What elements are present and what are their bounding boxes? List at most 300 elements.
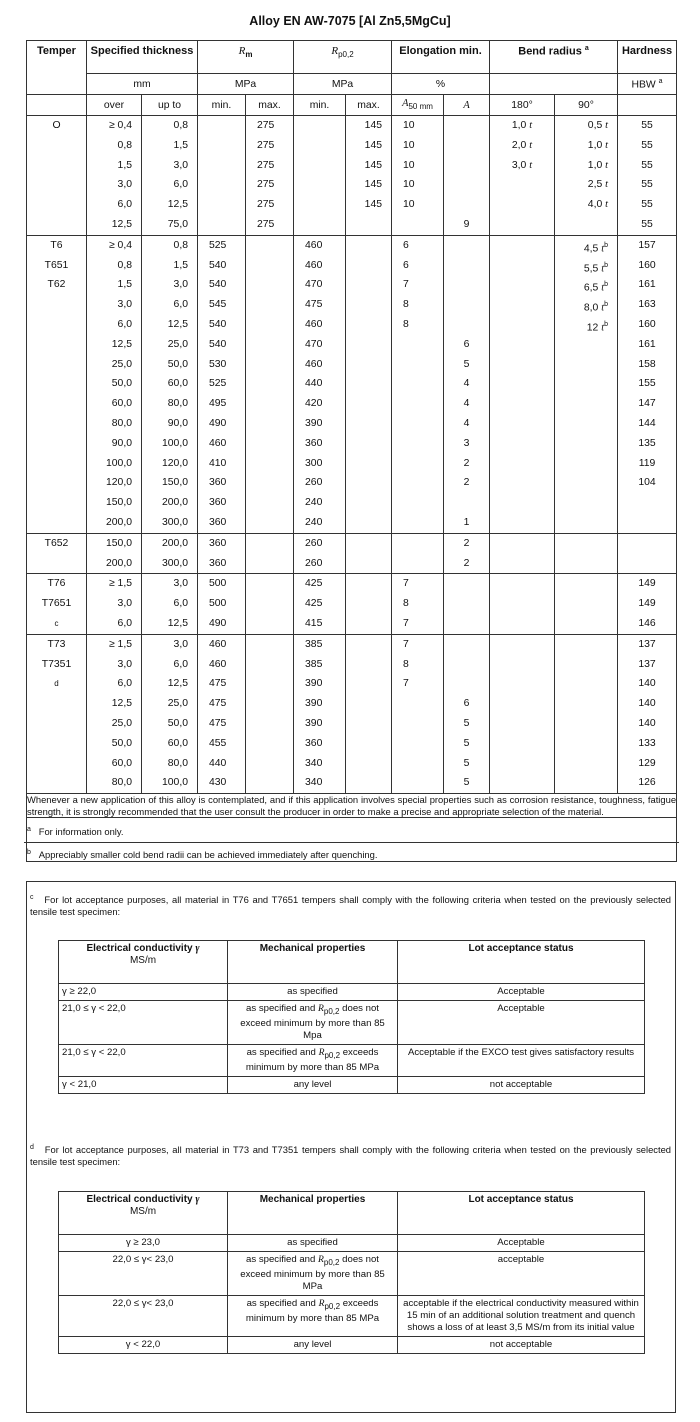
header-rp: $R_{p0,2}$	[294, 41, 392, 74]
cell-value	[490, 655, 554, 675]
temper-group	[27, 235, 677, 533]
subhead-rm-min: min.	[198, 95, 246, 116]
cell-value: 545	[209, 299, 227, 311]
acc-row	[59, 1336, 645, 1353]
cell-value	[246, 256, 293, 276]
col-over	[87, 533, 142, 574]
col-rp_min	[294, 533, 346, 574]
cell-value: ≥ 0,4	[108, 239, 132, 251]
cell-value: 133	[638, 737, 656, 749]
temper-label: T76	[47, 578, 66, 590]
cell-value: 55	[641, 199, 653, 211]
col-rp_min	[294, 574, 346, 634]
cell-value	[490, 734, 554, 754]
cell-value: 360	[209, 477, 227, 489]
cell-value	[444, 614, 489, 634]
cell-value: 145	[364, 179, 383, 191]
cell-value	[392, 215, 443, 235]
cell-value: 158	[638, 358, 656, 370]
col-rm_min	[198, 235, 246, 533]
cell-value: 240	[305, 497, 323, 509]
cell-value: 6,0	[173, 299, 188, 311]
cell-value: 4	[463, 417, 470, 429]
cell-value	[490, 315, 554, 335]
cell-value: 7	[403, 279, 409, 291]
cell-value: 3,0	[173, 279, 188, 291]
cell-value: 360	[209, 516, 227, 528]
acc-header-mechanical: Mechanical properties	[228, 1192, 398, 1235]
cell-value	[294, 156, 345, 176]
cell-value: 460	[305, 318, 323, 330]
cell-value: 1,5	[117, 159, 132, 171]
col-rm_min	[198, 634, 246, 793]
cell-value	[392, 394, 443, 414]
cell-value: 475	[305, 299, 323, 311]
cell-value: ≥ 1,5	[108, 578, 132, 590]
cell-value: 475	[209, 717, 227, 729]
subhead-temper-blank	[27, 95, 87, 116]
cell-value: 12,5	[167, 617, 188, 629]
cell-value	[490, 195, 554, 215]
cell-value: 6,0	[173, 658, 188, 670]
cell-value: 126	[638, 777, 656, 789]
cell-value: 2	[463, 557, 470, 569]
footnote-mark: b	[604, 261, 609, 269]
subhead-upto: up to	[142, 95, 198, 116]
col-rm_max	[246, 235, 294, 533]
cell-value	[346, 315, 391, 335]
cell-value	[346, 414, 391, 434]
cell-value	[490, 136, 554, 156]
cell-value: 7	[403, 578, 409, 590]
cell-value: 120,0	[105, 477, 132, 489]
temper-label: T7351	[41, 658, 72, 670]
col-b90	[555, 116, 618, 236]
cell-value: 360	[209, 557, 227, 569]
cell-value: 12,5	[167, 199, 188, 211]
cell-value	[392, 493, 443, 513]
cell-value: 146	[638, 617, 656, 629]
cell-value: 3,0	[173, 638, 188, 650]
cell-value	[246, 655, 293, 675]
cell-value	[346, 754, 391, 774]
cell-value: 144	[638, 417, 656, 429]
cell-value	[392, 773, 443, 793]
cell-value: 475	[209, 678, 227, 690]
cell-value	[294, 175, 345, 195]
col-rp_max	[346, 533, 392, 574]
cell-value	[444, 275, 489, 295]
footnote-mark: b	[604, 301, 609, 309]
cell-value: 275	[257, 179, 275, 191]
bend-value: 1,0 t	[587, 139, 609, 151]
col-b180	[490, 116, 555, 236]
cell-value: 6,0	[173, 598, 188, 610]
col-b90	[555, 634, 618, 793]
cell-value	[346, 655, 391, 675]
cell-value	[444, 493, 489, 513]
header-hardness: Hardness	[618, 41, 677, 74]
cell-value	[346, 594, 391, 614]
acc-lot-status: Acceptable	[398, 1001, 645, 1045]
cell-value	[392, 335, 443, 355]
cell-value	[444, 594, 489, 614]
bend-value: 2,5 t	[587, 179, 609, 191]
cell-value	[490, 554, 554, 574]
cell-value: 50,0	[167, 358, 188, 370]
temper-label: T6	[50, 239, 63, 251]
footnote-mark: b	[604, 241, 609, 249]
temper-label: c	[54, 618, 59, 628]
unit-hbw: HBW $^a$	[618, 74, 677, 95]
header-temper: Temper	[27, 41, 87, 95]
cell-value	[392, 454, 443, 474]
cell-value	[246, 574, 293, 594]
col-over	[87, 574, 142, 634]
cell-value	[346, 394, 391, 414]
cell-value: 147	[638, 398, 656, 410]
subhead-over: over	[87, 95, 142, 116]
cell-value: 440	[305, 378, 323, 390]
header-rm: $R_m$	[198, 41, 294, 74]
subhead-rp-min: min.	[294, 95, 346, 116]
acc-lot-status: Acceptable if the EXCO test gives satisfactory results	[398, 1044, 645, 1076]
subhead-a: A	[444, 95, 490, 116]
col-over	[87, 116, 142, 236]
cell-value: 300,0	[161, 516, 188, 528]
cell-value: 390	[305, 678, 323, 690]
cell-value: 3,0	[117, 299, 132, 311]
cell-value: 525	[209, 239, 227, 251]
cell-value	[246, 374, 293, 394]
subhead-hbw-blank	[618, 95, 677, 116]
acc-lot-status: Acceptable	[398, 984, 645, 1001]
cell-value: 60,0	[111, 757, 132, 769]
cell-value: 5	[463, 717, 470, 729]
cell-value: 137	[638, 638, 656, 650]
acc-lot-status: not acceptable	[398, 1336, 645, 1353]
cell-value	[490, 156, 554, 176]
cell-value	[246, 355, 293, 375]
cell-value: 60,0	[167, 378, 188, 390]
cell-value: 6,0	[117, 199, 132, 211]
col-rm_min	[198, 533, 246, 574]
cell-value: 0,8	[173, 239, 188, 251]
temper-cell	[27, 235, 87, 533]
cell-value: 360	[209, 537, 227, 549]
cell-value: 104	[638, 477, 656, 489]
col-rm_min	[198, 116, 246, 236]
cell-value	[555, 454, 617, 474]
cell-value	[294, 215, 345, 235]
cell-value: 530	[209, 358, 227, 370]
cell-value: 6,0	[173, 179, 188, 191]
cell-value	[555, 473, 617, 493]
subhead-90: 90°	[555, 95, 618, 116]
header-elongation: Elongation min.	[392, 41, 490, 74]
acc-header-mechanical: Mechanical properties	[228, 941, 398, 984]
cell-value	[246, 275, 293, 295]
cell-value	[246, 454, 293, 474]
cell-value: 25,0	[111, 717, 132, 729]
cell-value: 75,0	[167, 218, 188, 230]
note-d-table	[58, 1191, 645, 1354]
acc-conductivity: 22,0 ≤ γ< 23,0	[59, 1252, 228, 1296]
cell-value	[246, 493, 293, 513]
col-b90	[555, 235, 618, 533]
cell-value	[246, 734, 293, 754]
bend-value: 8,0 t	[583, 302, 605, 314]
cell-value: 390	[305, 417, 323, 429]
document-title: Alloy EN AW-7075 [Al Zn5,5MgCu]	[249, 14, 451, 28]
note-c-text: $^c$ For lot acceptance purposes, all material in T76 and T7651 tempers shall comply with the following criteria when tested on the previously selected tensile test specimen:	[30, 894, 671, 918]
cell-value	[392, 534, 443, 554]
cell-value: 6	[403, 239, 409, 251]
col-b180	[490, 574, 555, 634]
cell-value	[444, 295, 489, 315]
cell-value: 145	[364, 139, 383, 151]
col-a50	[392, 533, 444, 574]
cell-value	[555, 614, 617, 634]
cell-value	[444, 236, 489, 256]
cell-value: 300,0	[161, 557, 188, 569]
cell-value	[198, 195, 245, 215]
header-bend-radius: Bend radius $^a$	[490, 41, 618, 74]
cell-value	[392, 554, 443, 574]
acc-mechanical: as specified and $R_{p0,2}$ does not exceed minimum by more than 85 Mpa	[228, 1001, 398, 1045]
acc-mechanical: as specified	[228, 984, 398, 1001]
cell-value	[346, 454, 391, 474]
cell-value	[555, 394, 617, 414]
bend-value: 0,5 t	[587, 120, 609, 131]
cell-value: 3,0	[117, 179, 132, 191]
acc-row	[59, 1001, 645, 1045]
cell-value: 490	[209, 617, 227, 629]
cell-value	[346, 295, 391, 315]
acc-mechanical: any level	[228, 1076, 398, 1093]
cell-value: 460	[305, 358, 323, 370]
col-rp_max	[346, 634, 392, 793]
cell-value: 470	[305, 279, 323, 291]
cell-value: 260	[305, 537, 323, 549]
cell-value	[346, 355, 391, 375]
cell-value: 80,0	[167, 757, 188, 769]
cell-value: 275	[257, 120, 275, 131]
temper-cell	[27, 574, 87, 634]
cell-value: 1,5	[173, 139, 188, 151]
col-rm_max	[246, 533, 294, 574]
cell-value: 470	[305, 338, 323, 350]
cell-value: 12,5	[167, 678, 188, 690]
cell-value	[555, 156, 617, 176]
cell-value: 385	[305, 638, 323, 650]
cell-value: 140	[638, 717, 656, 729]
cell-value: 8	[403, 318, 409, 330]
cell-value: 200,0	[105, 516, 132, 528]
temper-label: T62	[47, 279, 66, 291]
cell-value: 6	[463, 698, 470, 710]
cell-value: 460	[209, 437, 227, 449]
cell-value: 410	[209, 457, 227, 469]
cell-value: 495	[209, 398, 227, 410]
col-a	[444, 116, 490, 236]
cell-value	[555, 374, 617, 394]
note-c-table	[58, 940, 645, 1094]
temper-label: T651	[44, 259, 69, 271]
cell-value	[346, 215, 391, 235]
cell-value: 340	[305, 777, 323, 789]
cell-value	[490, 434, 554, 454]
bend-value: 5,5 t	[583, 263, 605, 275]
cell-value: 4	[463, 398, 470, 410]
cell-value	[346, 714, 391, 734]
cell-value	[346, 256, 391, 276]
cell-value	[246, 434, 293, 454]
cell-value: 10	[403, 159, 415, 171]
cell-value	[246, 236, 293, 256]
cell-value: 500	[209, 598, 227, 610]
cell-value: 6,0	[117, 318, 132, 330]
cell-value	[392, 473, 443, 493]
general-note: Whenever a new application of this alloy is contemplated, and if this application involves special properties such as corrosion resistance, toughness, fatigue strength, it is strongly recommended that the user consult the producer in order to make a precise and appropriate selection of the material.	[27, 794, 677, 817]
cell-value	[555, 414, 617, 434]
acc-row	[59, 1295, 645, 1336]
col-upto	[142, 116, 198, 236]
cell-value: 80,0	[111, 777, 132, 789]
cell-value: 161	[638, 338, 656, 350]
cell-value	[555, 655, 617, 675]
cell-value: 155	[638, 378, 656, 390]
acc-mechanical: as specified and $R_{p0,2}$ exceeds minimum by more than 85 MPa	[228, 1044, 398, 1076]
cell-value	[618, 493, 676, 513]
subhead-rm-max: max.	[246, 95, 294, 116]
cell-value	[490, 275, 554, 295]
cell-value	[490, 574, 554, 594]
cell-value: 390	[305, 717, 323, 729]
cell-value: 2	[463, 477, 470, 489]
cell-value: 145	[364, 199, 383, 211]
bend-value: 3,0 t	[511, 159, 533, 171]
cell-value	[490, 493, 554, 513]
cell-value	[555, 754, 617, 774]
temper-group	[27, 533, 677, 574]
cell-value: 540	[209, 259, 227, 271]
col-upto	[142, 533, 198, 574]
col-rm_max	[246, 574, 294, 634]
acc-lot-status: not acceptable	[398, 1076, 645, 1093]
cell-value	[346, 335, 391, 355]
cell-value: 90,0	[167, 417, 188, 429]
col-hbw	[618, 235, 677, 533]
subhead-rp-max: max.	[346, 95, 392, 116]
acc-conductivity: 21,0 ≤ γ < 22,0	[59, 1044, 228, 1076]
cell-value: 12,5	[167, 318, 188, 330]
cell-value	[392, 414, 443, 434]
cell-value: 200,0	[161, 537, 188, 549]
cell-value: 200,0	[105, 557, 132, 569]
cell-value	[490, 215, 554, 235]
cell-value	[490, 374, 554, 394]
cell-value: 6	[463, 338, 470, 350]
cell-value: ≥ 0,4	[108, 120, 132, 131]
cell-value	[198, 215, 245, 235]
col-rm_max	[246, 116, 294, 236]
cell-value: 2	[463, 537, 470, 549]
cell-value: 25,0	[167, 698, 188, 710]
cell-value: 120,0	[161, 457, 188, 469]
temper-group	[27, 634, 677, 793]
cell-value	[346, 236, 391, 256]
cell-value	[198, 116, 245, 136]
acc-mechanical: as specified and $R_{p0,2}$ does not exceed minimum by more than 85 MPa	[228, 1252, 398, 1296]
cell-value: 50,0	[167, 717, 188, 729]
cell-value: 275	[257, 199, 275, 211]
cell-value: 9	[463, 218, 470, 230]
cell-value: 50,0	[111, 737, 132, 749]
cell-value: 3,0	[173, 578, 188, 590]
cell-value	[490, 236, 554, 256]
cell-value: 100,0	[161, 437, 188, 449]
cell-value: 160	[638, 259, 656, 271]
cell-value: 55	[641, 159, 653, 171]
cell-value	[618, 554, 676, 574]
cell-value	[555, 694, 617, 714]
cell-value: 8	[403, 598, 409, 610]
cell-value	[555, 714, 617, 734]
cell-value	[490, 394, 554, 414]
cell-value: 10	[403, 120, 415, 131]
temper-label: O	[52, 120, 61, 131]
cell-value: 440	[209, 757, 227, 769]
cell-value: 10	[403, 199, 415, 211]
cell-value	[346, 614, 391, 634]
cell-value: 0,8	[117, 139, 132, 151]
header-thickness: Specified thickness	[87, 41, 198, 74]
cell-value	[444, 195, 489, 215]
cell-value	[490, 454, 554, 474]
cell-value: 55	[641, 120, 653, 131]
cell-value: 0,8	[117, 259, 132, 271]
bend-value: 4,5 t	[583, 243, 605, 255]
cell-value	[490, 256, 554, 276]
cell-value: 460	[305, 239, 323, 251]
cell-value	[555, 534, 617, 554]
cell-value	[444, 674, 489, 694]
cell-value	[490, 614, 554, 634]
cell-value: 240	[305, 516, 323, 528]
col-a50	[392, 574, 444, 634]
cell-value	[346, 275, 391, 295]
cell-value: 425	[305, 598, 323, 610]
cell-value	[555, 236, 617, 256]
cell-value: 540	[209, 318, 227, 330]
col-a50	[392, 634, 444, 793]
col-rp_max	[346, 574, 392, 634]
col-b90	[555, 533, 618, 574]
col-over	[87, 634, 142, 793]
cell-value: 140	[638, 678, 656, 690]
acc-conductivity: γ < 22,0	[59, 1336, 228, 1353]
cell-value	[246, 694, 293, 714]
note-d-text: $^d$ For lot acceptance purposes, all material in T73 and T7351 tempers shall comply with the following criteria when tested on the previously selected tensile test specimen:	[30, 1144, 671, 1168]
cell-value	[555, 773, 617, 793]
col-hbw	[618, 574, 677, 634]
cell-value	[555, 195, 617, 215]
col-upto	[142, 235, 198, 533]
cell-value	[246, 414, 293, 434]
cell-value	[490, 295, 554, 315]
cell-value	[555, 594, 617, 614]
